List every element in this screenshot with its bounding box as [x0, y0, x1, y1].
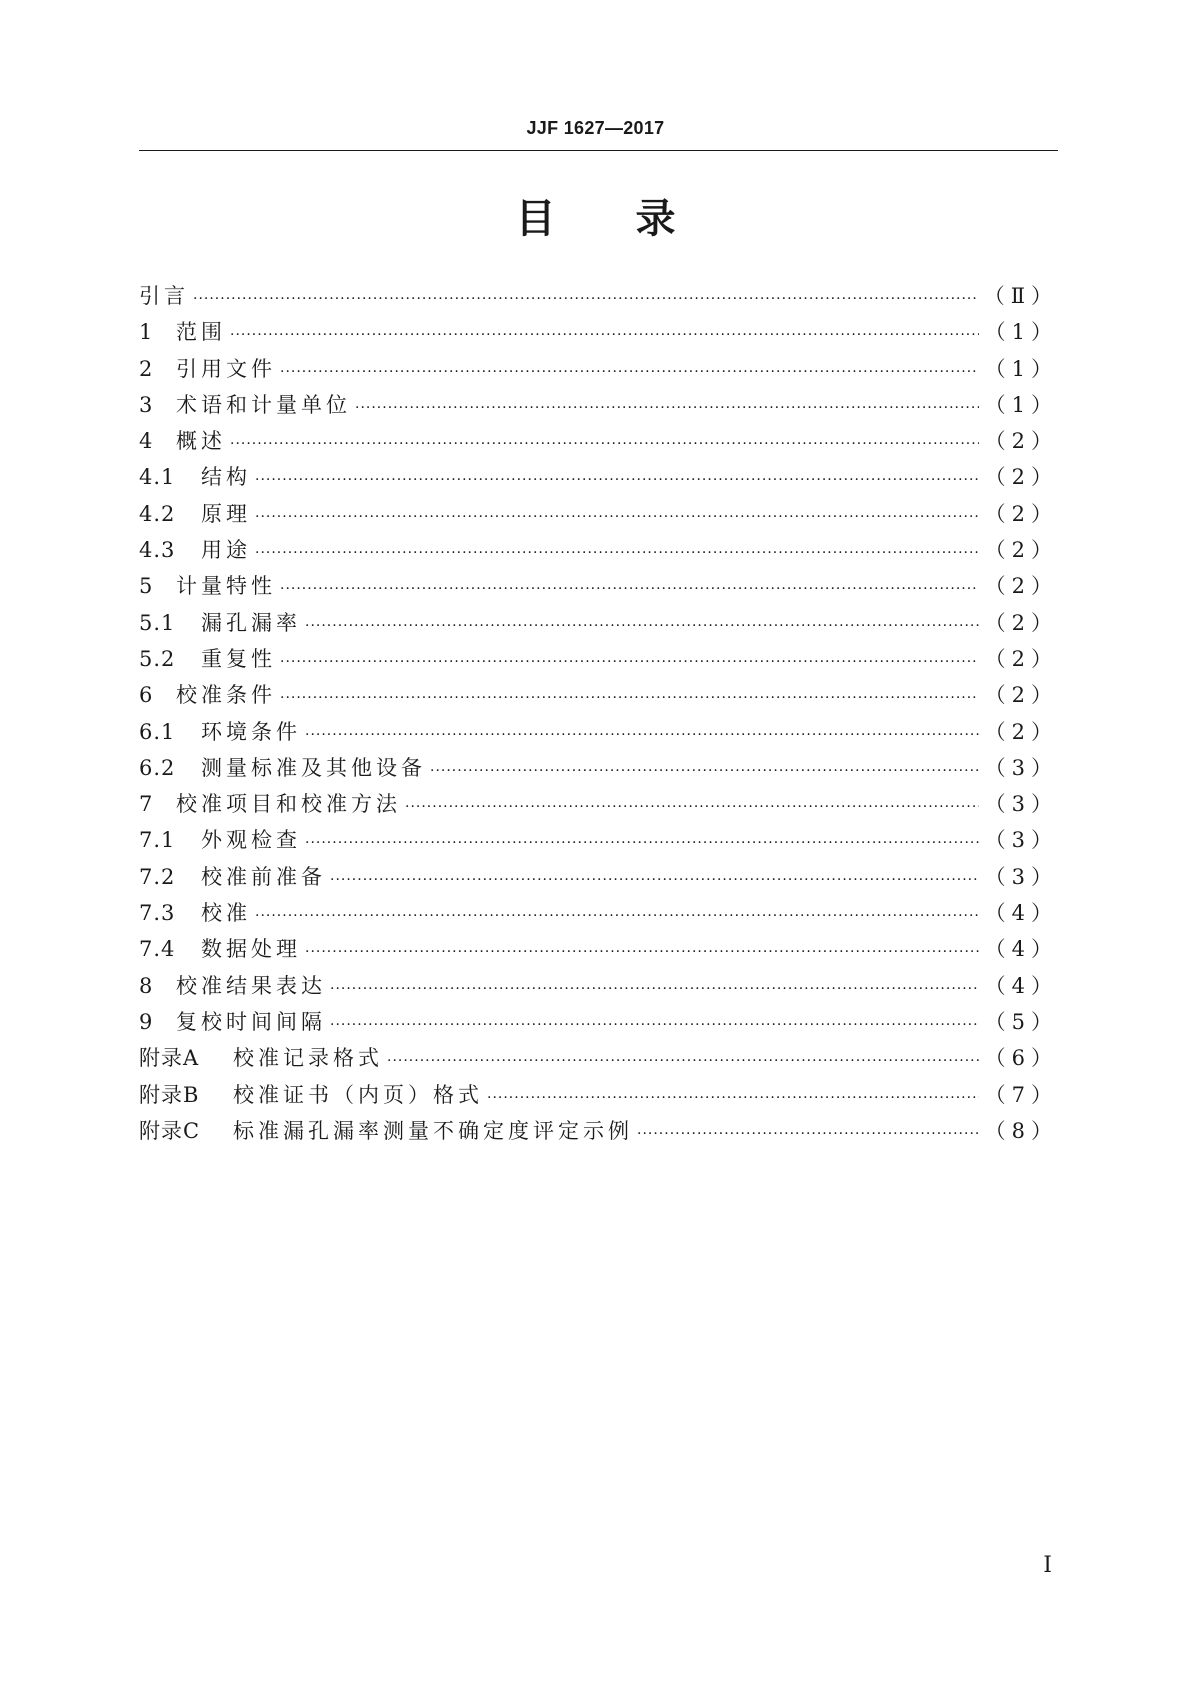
toc-entry[interactable] — [139, 314, 1058, 350]
toc-entry[interactable] — [139, 532, 1058, 568]
toc-entry-number: 7.1 — [139, 828, 176, 853]
toc-leader-dots — [330, 862, 979, 898]
toc-leader-dots — [255, 535, 979, 571]
toc-leader-dots — [387, 1043, 979, 1079]
table-of-contents — [139, 278, 1058, 1149]
toc-leader-dots — [280, 644, 979, 680]
toc-entry-introduction[interactable] — [139, 278, 1058, 314]
toc-entry-page: （Ⅱ） — [983, 284, 1058, 308]
toc-entry-appendix[interactable] — [139, 1113, 1058, 1149]
toc-leader-dots — [230, 317, 979, 353]
toc-entry-label: 校准条件 — [176, 683, 276, 708]
toc-entry[interactable] — [139, 496, 1058, 532]
toc-leader-dots — [305, 717, 979, 753]
toc-entry-label: 校准 — [201, 901, 251, 926]
toc-entry-label: 测量标准及其他设备 — [201, 755, 426, 780]
toc-leader-dots — [305, 934, 979, 970]
toc-entry-number: 4 — [139, 429, 154, 454]
toc-entry-number: 附录B — [139, 1082, 200, 1107]
toc-entry-page: （4） — [984, 901, 1058, 926]
toc-entry-label: 外观检查 — [201, 828, 301, 853]
toc-entry[interactable] — [139, 605, 1058, 641]
toc-leader-dots — [280, 354, 979, 390]
toc-entry-label: 概述 — [176, 429, 226, 454]
toc-entry[interactable] — [139, 714, 1058, 750]
toc-leader-dots — [330, 1007, 979, 1043]
toc-leader-dots — [305, 608, 979, 644]
toc-entry-page: （2） — [984, 646, 1058, 671]
toc-entry-label: 结构 — [201, 465, 251, 490]
toc-entry-number: 附录C — [139, 1118, 201, 1143]
toc-entry-page: （2） — [984, 574, 1058, 599]
toc-entry[interactable] — [139, 351, 1058, 387]
toc-entry-page: （2） — [984, 683, 1058, 708]
toc-entry-page: （1） — [984, 392, 1058, 417]
toc-entry-number: 3 — [139, 392, 154, 417]
toc-entry-page: （3） — [984, 792, 1058, 817]
toc-leader-dots — [355, 390, 979, 426]
toc-entry-number: 6.2 — [139, 755, 176, 780]
toc-leader-dots — [405, 789, 979, 825]
toc-entry-page: （3） — [984, 755, 1058, 780]
toc-leader-dots — [430, 753, 979, 789]
toc-entry-page: （2） — [984, 501, 1058, 526]
toc-entry-page: （8） — [984, 1118, 1058, 1143]
toc-entry[interactable] — [139, 895, 1058, 931]
toc-entry-label: 范围 — [176, 320, 226, 345]
toc-entry-page: （4） — [984, 937, 1058, 962]
toc-entry[interactable] — [139, 641, 1058, 677]
toc-entry-number: 附录A — [139, 1046, 200, 1071]
toc-entry[interactable] — [139, 1004, 1058, 1040]
toc-leader-dots — [637, 1116, 979, 1152]
toc-entry-page: （2） — [984, 429, 1058, 454]
toc-entry-number: 7.4 — [139, 937, 176, 962]
toc-leader-dots — [305, 825, 979, 861]
toc-entry-label: 引言 — [139, 284, 189, 308]
toc-entry-number: 4.2 — [139, 501, 176, 526]
toc-entry[interactable] — [139, 568, 1058, 604]
toc-entry-label: 术语和计量单位 — [176, 392, 351, 417]
toc-entry-label: 校准结果表达 — [176, 973, 326, 998]
toc-entry-page: （2） — [984, 538, 1058, 563]
toc-entry-label: 校准证书（内页）格式 — [233, 1082, 483, 1107]
toc-leader-dots — [280, 571, 979, 607]
toc-entry[interactable] — [139, 859, 1058, 895]
toc-entry[interactable] — [139, 423, 1058, 459]
toc-entry-appendix[interactable] — [139, 1040, 1058, 1076]
toc-entry-number: 7.3 — [139, 901, 176, 926]
toc-entry-label: 校准项目和校准方法 — [176, 792, 401, 817]
toc-entry-number: 1 — [139, 320, 154, 345]
toc-entry[interactable] — [139, 822, 1058, 858]
toc-entry-label: 数据处理 — [201, 937, 301, 962]
toc-entry-label: 计量特性 — [176, 574, 276, 599]
toc-entry-label: 引用文件 — [176, 356, 276, 381]
toc-entry-page: （4） — [984, 973, 1058, 998]
toc-entry-number: 5 — [139, 574, 154, 599]
header-divider — [139, 150, 1058, 151]
toc-entry[interactable] — [139, 459, 1058, 495]
toc-entry-number: 2 — [139, 356, 154, 381]
toc-entry[interactable] — [139, 931, 1058, 967]
toc-entry-page: （6） — [984, 1046, 1058, 1071]
toc-entry-page: （1） — [984, 320, 1058, 345]
toc-entry-label: 原理 — [201, 501, 251, 526]
toc-entry-page: （2） — [984, 610, 1058, 635]
toc-entry-number: 4.3 — [139, 538, 176, 563]
toc-entry-label: 复校时间间隔 — [176, 1009, 326, 1034]
toc-entry[interactable] — [139, 786, 1058, 822]
toc-entry-number: 6.1 — [139, 719, 176, 744]
toc-leader-dots — [230, 426, 979, 462]
toc-entry-label: 环境条件 — [201, 719, 301, 744]
toc-entry-label: 校准记录格式 — [233, 1046, 383, 1071]
toc-entry-page: （7） — [984, 1082, 1058, 1107]
toc-entry-page: （5） — [984, 1009, 1058, 1034]
toc-entry-number: 7 — [139, 792, 154, 817]
toc-leader-dots — [330, 971, 979, 1007]
toc-entry-label: 漏孔漏率 — [201, 610, 301, 635]
page-number: I — [1043, 1553, 1052, 1578]
toc-entry-page: （2） — [984, 719, 1058, 744]
toc-entry-label: 用途 — [201, 538, 251, 563]
toc-entry[interactable] — [139, 750, 1058, 786]
toc-entry-page: （3） — [984, 864, 1058, 889]
toc-entry-appendix[interactable] — [139, 1077, 1058, 1113]
toc-entry-label: 校准前准备 — [201, 864, 326, 889]
toc-entry[interactable] — [139, 968, 1058, 1004]
toc-leader-dots — [193, 281, 978, 317]
toc-entry[interactable] — [139, 387, 1058, 423]
toc-entry-page: （3） — [984, 828, 1058, 853]
toc-entry-page: （1） — [984, 356, 1058, 381]
page-title: 目录 — [515, 196, 756, 242]
toc-leader-dots — [280, 680, 979, 716]
toc-leader-dots — [487, 1080, 979, 1116]
toc-entry-label: 重复性 — [201, 646, 276, 671]
toc-entry-page: （2） — [984, 465, 1058, 490]
toc-leader-dots — [255, 462, 979, 498]
toc-entry-number: 9 — [139, 1009, 154, 1034]
toc-entry-number: 5.2 — [139, 646, 176, 671]
document-code: JJF 1627—2017 — [526, 118, 665, 138]
toc-entry-number: 6 — [139, 683, 154, 708]
toc-entry-label: 标准漏孔漏率测量不确定度评定示例 — [233, 1118, 633, 1143]
toc-leader-dots — [255, 499, 979, 535]
toc-entry-number: 5.1 — [139, 610, 176, 635]
toc-entry-number: 8 — [139, 973, 154, 998]
toc-entry-number: 7.2 — [139, 864, 176, 889]
toc-entry-number: 4.1 — [139, 465, 176, 490]
toc-entry[interactable] — [139, 677, 1058, 713]
toc-leader-dots — [255, 898, 979, 934]
